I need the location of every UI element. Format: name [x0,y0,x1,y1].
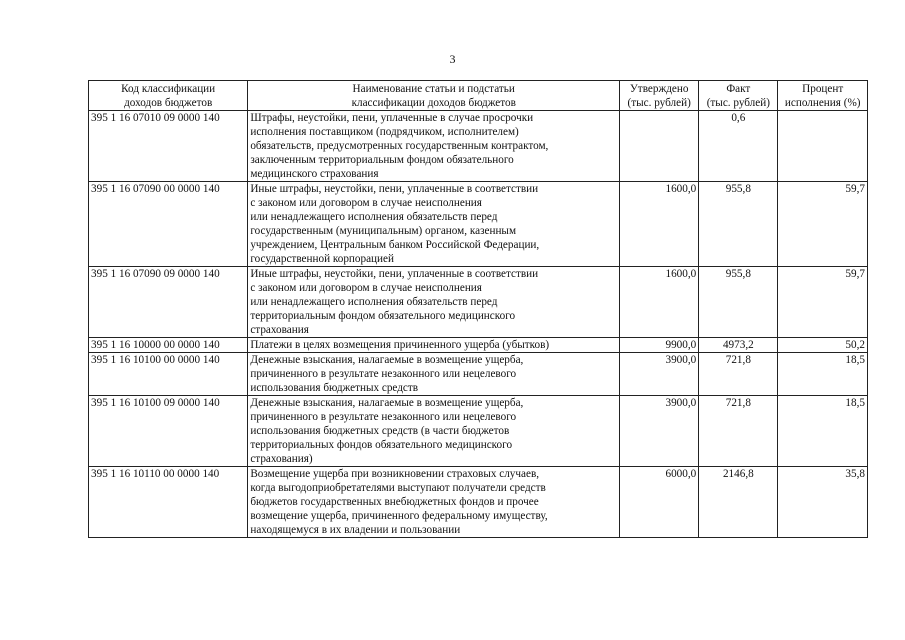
cell-percent [778,111,868,182]
cell-name-line: использования бюджетных средств [250,382,419,394]
cell-code: 395 1 16 07090 00 0000 140 [89,182,248,267]
cell-name-line: учреждением, Центральным банком Российской Федерации, [250,239,540,251]
cell-name-line: использования бюджетных средств (в части бюджетов [250,425,510,437]
cell-name [248,111,620,182]
table-row [89,353,868,396]
cell-percent: 35,8 [778,467,868,538]
cell-fact: 0,6 [699,111,778,182]
cell-name [248,467,620,538]
header-approved: Утверждено (тыс. рублей) [620,81,699,111]
cell-name [248,338,620,353]
cell-percent: 18,5 [778,353,868,396]
cell-name-line: находящемуся в их владении и пользовании [250,524,461,536]
cell-name-line: причиненного в результате незаконного или нецелевого [250,411,517,423]
cell-name-line: Иные штрафы, неустойки, пени, уплаченные в соответствии [250,268,539,280]
page-number: 3 [449,52,456,66]
cell-name-line: с законом или договором в случае неисполнения [250,197,482,209]
header-percent: Процент исполнения (%) [778,81,868,111]
cell-fact: 721,8 [699,353,778,396]
cell-fact: 2146,8 [699,467,778,538]
cell-name-line: когда выгодоприобретателями выступают получатели средств [250,482,546,494]
header-name: Наименование статьи и подстатьи классификации доходов бюджетов [248,81,620,111]
table-row [89,111,868,182]
cell-name-line: Возмещение ущерба при возникновении страховых случаев, [250,468,540,480]
cell-name-line: обязательств, предусмотренных государственным контрактом, [250,140,549,152]
cell-approved: 1600,0 [620,267,699,338]
table-header-row [89,81,868,111]
cell-percent: 18,5 [778,396,868,467]
cell-name [248,182,620,267]
cell-name-line: Штрафы, неустойки, пени, уплаченные в случае просрочки [250,112,534,124]
cell-approved: 1600,0 [620,182,699,267]
cell-name-line: заключенным территориальным фондом обязательного [250,154,514,166]
cell-fact: 4973,2 [699,338,778,353]
cell-name-line: Денежные взыскания, налагаемые в возмещение ущерба, [250,397,524,409]
cell-fact: 721,8 [699,396,778,467]
cell-approved: 9900,0 [620,338,699,353]
cell-name [248,267,620,338]
cell-approved: 3900,0 [620,396,699,467]
table-row [89,396,868,467]
cell-name-line: страхования) [250,453,313,465]
table-row [89,182,868,267]
header-code: Код классификации доходов бюджетов [89,81,248,111]
cell-name-line: возмещение ущерба, причиненного федеральному имуществу, [250,510,548,522]
table-row [89,467,868,538]
cell-name-line: Платежи в целях возмещения причиненного ущерба (убытков) [250,339,550,351]
cell-percent: 50,2 [778,338,868,353]
cell-name-line: государственным (муниципальным) органом, казенным [250,225,517,237]
cell-code: 395 1 16 10110 00 0000 140 [89,467,248,538]
cell-name-line: с законом или договором в случае неисполнения [250,282,482,294]
cell-approved: 6000,0 [620,467,699,538]
cell-name-line: территориальных фондов обязательного медицинского [250,439,513,451]
cell-code: 395 1 16 10100 00 0000 140 [89,353,248,396]
cell-name-line: исполнения поставщиком (подрядчиком, исполнителем) [250,126,519,138]
cell-code: 395 1 16 10100 09 0000 140 [89,396,248,467]
cell-name-line: территориальным фондом обязательного медицинского [250,310,516,322]
cell-code: 395 1 16 07010 09 0000 140 [89,111,248,182]
cell-name-line: медицинского страхования [250,168,379,180]
cell-code: 395 1 16 10000 00 0000 140 [89,338,248,353]
table-row [89,267,868,338]
cell-name-line: или ненадлежащего исполнения обязательств перед [250,296,498,308]
revenue-table [88,80,868,538]
cell-name-line: бюджетов государственных внебюджетных фондов и прочее [250,496,539,508]
cell-name-line: или ненадлежащего исполнения обязательств перед [250,211,498,223]
cell-name-line: страхования [250,324,309,336]
cell-percent: 59,7 [778,267,868,338]
cell-code: 395 1 16 07090 09 0000 140 [89,267,248,338]
cell-name-line: Иные штрафы, неустойки, пени, уплаченные в соответствии [250,183,539,195]
cell-name [248,396,620,467]
cell-name-line: государственной корпорацией [250,253,394,265]
header-fact: Факт (тыс. рублей) [699,81,778,111]
cell-approved: 3900,0 [620,353,699,396]
cell-fact: 955,8 [699,267,778,338]
cell-approved [620,111,699,182]
cell-name-line: причиненного в результате незаконного или нецелевого [250,368,517,380]
cell-percent: 59,7 [778,182,868,267]
cell-name-line: Денежные взыскания, налагаемые в возмещение ущерба, [250,354,524,366]
cell-name [248,353,620,396]
table-row [89,338,868,353]
cell-fact: 955,8 [699,182,778,267]
